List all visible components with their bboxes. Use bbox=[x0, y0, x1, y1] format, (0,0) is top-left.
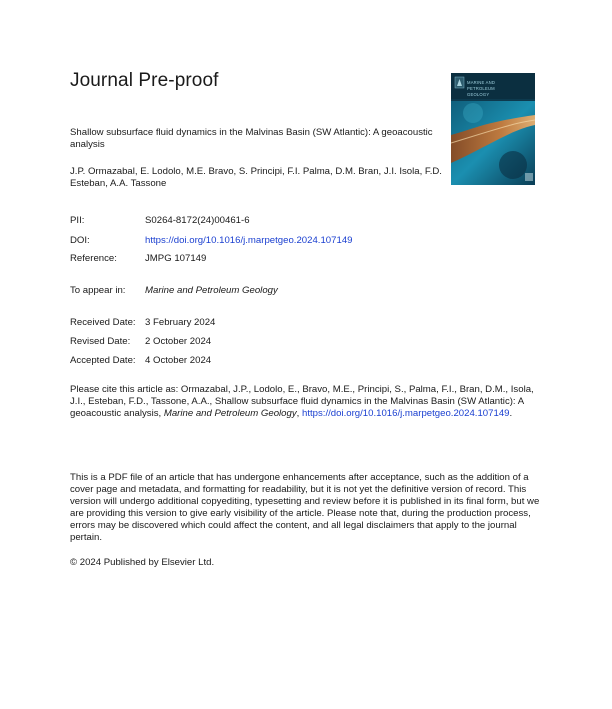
received-label: Received Date: bbox=[70, 317, 136, 328]
svg-text:PETROLEUM: PETROLEUM bbox=[467, 86, 495, 91]
citation-text: Please cite this article as: Ormazabal, J.P., Lodolo, E., Bravo, M.E., Principi, S., Palma, F.I., Bran, D.M., Isola, J.I., Esteban, F.D., Tassone, A.A., Shallow subsurface fluid dynamics in the Malvinas Basin (SW Atlantic): A geoacoustic analysis, bbox=[70, 384, 534, 419]
reference-label: Reference: bbox=[70, 253, 117, 264]
revised-label: Revised Date: bbox=[70, 336, 131, 347]
copyright-line: © 2024 Published by Elsevier Ltd. bbox=[70, 557, 215, 568]
revised-value: 2 October 2024 bbox=[145, 336, 212, 347]
accepted-value: 4 October 2024 bbox=[145, 355, 212, 366]
citation-separator: , bbox=[296, 408, 302, 419]
citation-doi-link[interactable]: https://doi.org/10.1016/j.marpetgeo.2024.107149 bbox=[302, 408, 510, 419]
appear-label: To appear in: bbox=[70, 285, 126, 296]
pii-value: S0264-8172(24)00461-6 bbox=[145, 215, 250, 226]
citation-journal: Marine and Petroleum Geology bbox=[163, 408, 297, 419]
pii-label: PII: bbox=[70, 215, 85, 226]
svg-text:MARINE AND: MARINE AND bbox=[467, 80, 496, 85]
svg-text:GEOLOGY: GEOLOGY bbox=[467, 92, 490, 97]
citation-paragraph bbox=[70, 384, 540, 420]
accepted-label: Accepted Date: bbox=[70, 355, 136, 366]
appear-value: Marine and Petroleum Geology bbox=[145, 285, 278, 296]
journal-cover-image bbox=[451, 73, 535, 185]
article-title: Shallow subsurface fluid dynamics in the Malvinas Basin (SW Atlantic): A geoacoustic analysis bbox=[70, 127, 433, 150]
doi-label: DOI: bbox=[70, 235, 90, 246]
received-value: 3 February 2024 bbox=[145, 317, 216, 328]
pre-proof-notice: This is a PDF file of an article that has undergone enhancements after acceptance, such as the addition of a cover page and metadata, and formatting for readability, but it is not yet the definitive version of record. This version will undergo additional copyediting, typesetting and review before it is published in its final form, but we are providing this version to give early visibility of the article. Please note that, during the production process, errors may be discovered which could affect the content, and all legal disclaimers that apply to the journal pertain. bbox=[70, 472, 540, 543]
doi-link[interactable]: https://doi.org/10.1016/j.marpetgeo.2024.107149 bbox=[145, 235, 353, 246]
reference-value: JMPG 107149 bbox=[145, 253, 207, 264]
citation-suffix: . bbox=[509, 408, 513, 419]
page-title: Journal Pre-proof bbox=[70, 70, 219, 91]
article-authors: J.P. Ormazabal, E. Lodolo, M.E. Bravo, S. Principi, F.I. Palma, D.M. Bran, J.I. Isola, F.D. Esteban, A.A. Tassone bbox=[70, 166, 442, 189]
